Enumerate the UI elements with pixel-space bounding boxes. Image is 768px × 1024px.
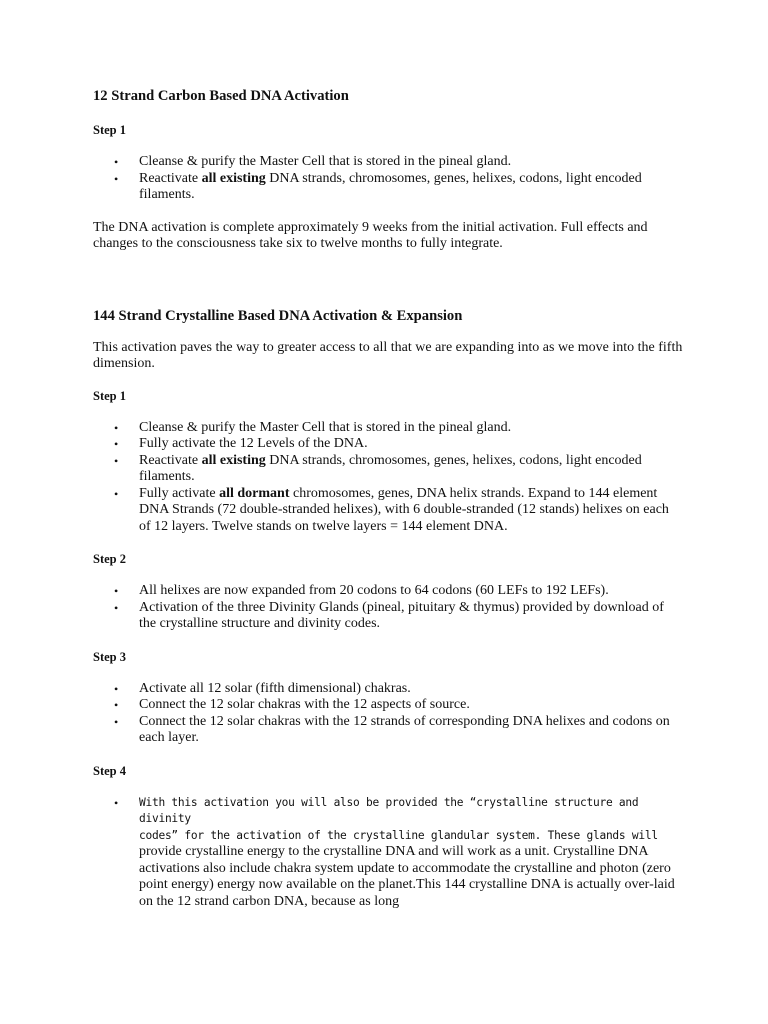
section2-title: 144 Strand Crystalline Based DNA Activation & Expansion bbox=[93, 307, 463, 324]
list-item: • Fully activate all dormant chromosomes, genes, DNA helix strands. Expand to 144 element DNA Strands (72 double-stranded helixes), with 6 double-stranded (12 stands) helixes on each of 12 layers. Twelve stands on twelve layers = 144 element DNA. bbox=[93, 486, 683, 536]
list-item: • Activate all 12 solar (fifth dimensional) chakras. bbox=[93, 681, 683, 698]
list-item: • Cleanse & purify the Master Cell that is stored in the pineal gland. bbox=[93, 154, 683, 171]
section1-paragraph: The DNA activation is complete approximately 9 weeks from the initial activation. Full effects and changes to the consciousness take six to twelve months to fully integrate. bbox=[93, 219, 648, 251]
section2-step2-list bbox=[93, 583, 683, 633]
list-item: • Reactivate all existing DNA strands, chromosomes, genes, helixes, codons, light encoded filaments. bbox=[93, 171, 683, 204]
list-item: • Connect the 12 solar chakras with the 12 aspects of source. bbox=[93, 697, 683, 714]
list-item: • Cleanse & purify the Master Cell that is stored in the pineal gland. bbox=[93, 420, 683, 437]
section2-step3-label: Step 3 bbox=[93, 649, 126, 664]
section1-title: 12 Strand Carbon Based DNA Activation bbox=[93, 88, 349, 104]
section2-step1-list bbox=[93, 420, 683, 536]
list-item: • Activation of the three Divinity Glands (pineal, pituitary & thymus) provided by download of the crystalline structure and divinity codes. bbox=[93, 600, 683, 633]
section2-step4-label: Step 4 bbox=[93, 763, 126, 778]
document-page bbox=[93, 86, 683, 910]
list-item: • Reactivate all existing DNA strands, chromosomes, genes, helixes, codons, light encoded filaments. bbox=[93, 453, 683, 486]
list-item bbox=[93, 795, 683, 911]
section1-step1-list bbox=[93, 154, 683, 204]
section1-step1-label: Step 1 bbox=[93, 123, 126, 137]
item-rest-text: provide crystalline energy to the crystalline DNA and will work as a unit. Crystalline DNA activations also include chakra system update to accommodate the crystalline and photon (zero point energy) energy now available on the planet.This 144 crystalline DNA is actually over-laid on the 12 strand carbon DNA, because as long bbox=[139, 844, 675, 909]
list-item: • All helixes are now expanded from 20 codons to 64 codons (60 LEFs to 192 LEFs). bbox=[93, 583, 683, 600]
mono-line: codes” for the activation of the crystalline glandular system. These glands will bbox=[139, 828, 658, 842]
list-item: • Connect the 12 solar chakras with the 12 strands of corresponding DNA helixes and codons on each layer. bbox=[93, 714, 683, 747]
mono-line: With this activation you will also be provided the “crystalline structure and divinity bbox=[139, 795, 639, 825]
list-item: • Fully activate the 12 Levels of the DNA. bbox=[93, 436, 683, 453]
section2-intro: This activation paves the way to greater access to all that we are expanding into as we move into the fifth dimension. bbox=[93, 339, 683, 371]
section2-step4-list bbox=[93, 795, 683, 911]
section2-step1-label: Step 1 bbox=[93, 388, 126, 403]
section2-step2-label: Step 2 bbox=[93, 552, 126, 566]
section2-step3-list bbox=[93, 681, 683, 747]
